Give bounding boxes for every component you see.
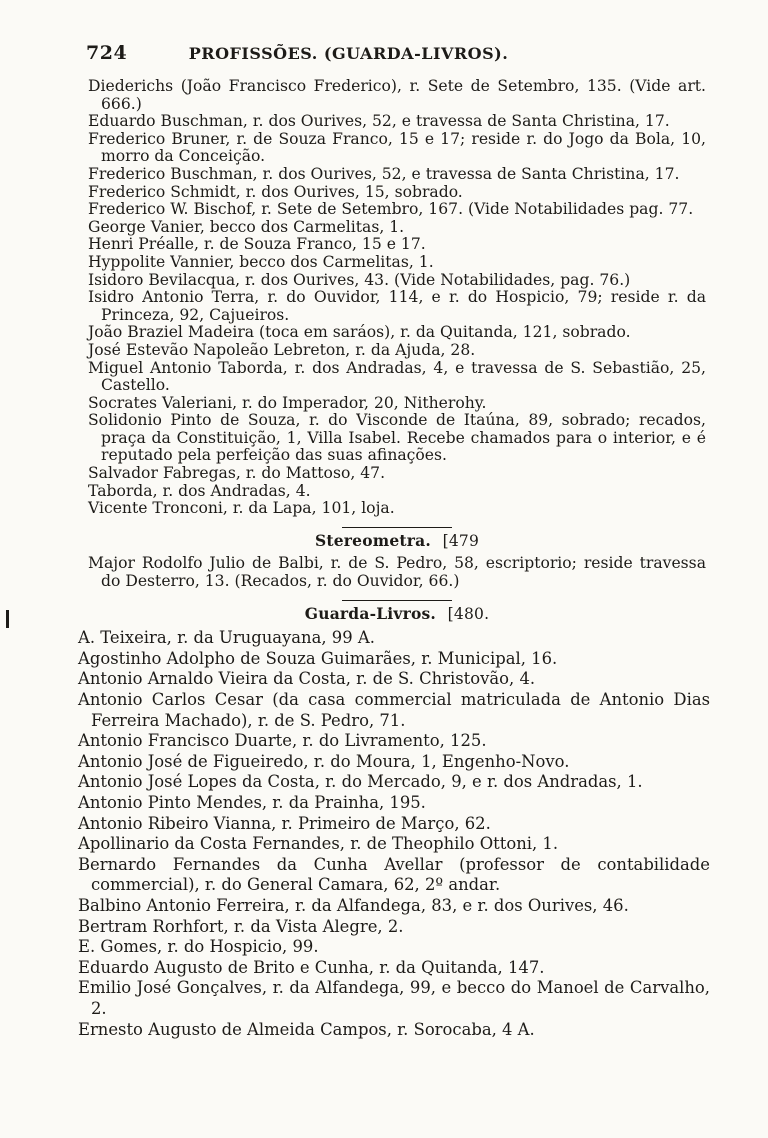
section-title: Guarda-Livros. [304,603,437,623]
list-item: Major Rodolfo Julio de Balbi, r. de S. Pedro, 58, escriptorio; reside travessa do Desterro, 13. (Recados, r. do Ouvidor, 66.) [88,554,706,591]
list-item: José Estevão Napoleão Lebreton, r. da Ajuda, 28. [88,340,476,359]
page-header [86,42,706,64]
list-item: João Braziel Madeira (toca em saráos), r. da Quitanda, 121, sobrado. [88,323,631,342]
list-item: Miguel Antonio Taborda, r. dos Andradas, 4, e travessa de S. Sebastião, 25, Castello. [88,358,706,395]
list-item: Diederichs (João Francisco Frederico), r. Sete de Setembro, 135. (Vide art. 666.) [88,77,706,113]
list-item: Antonio Ribeiro Vianna, r. Primeiro de Março, 62. [78,813,491,833]
list-item: Henri Préalle, r. de Souza Franco, 15 e 17. [88,235,426,254]
list-item: Balbino Antonio Ferreira, r. da Alfandega, 83, e r. dos Ourives, 46. [78,895,629,915]
list-item: Antonio José de Figueiredo, r. do Moura, 1, Engenho-Novo. [78,751,570,771]
section-rule [342,527,452,528]
list-item: Isidro Antonio Terra, r. do Ouvidor, 114, e r. do Hospicio, 79; reside r. da Princeza, 92, Cajueiros. [88,288,706,324]
list-item: Frederico Buschman, r. dos Ourives, 52, e travessa de Santa Christina, 17. [88,164,680,183]
entries-guarda-livros [78,628,710,1040]
list-item: Frederico Schmidt, r. dos Ourives, 15, sobrado. [88,182,463,201]
list-item: Eduardo Augusto de Brito e Cunha, r. da Quitanda, 147. [78,957,545,977]
page-number: 724 [86,42,128,64]
section-title: Stereometra. [314,530,431,550]
entries-stereometra [88,555,706,590]
list-item: Eduardo Buschman, r. dos Ourives, 52, e travessa de Santa Christina, 17. [88,112,670,131]
list-item: Bertram Rorhfort, r. da Vista Alegre, 2. [78,916,404,936]
list-item: Antonio Carlos Cesar (da casa commercial matriculada de Antonio Dias Ferreira Machado), r. de S. Pedro, 71. [78,690,710,730]
margin-mark [6,610,9,628]
text-column [78,77,710,1040]
section-number: [479 [442,531,480,550]
list-item: A. Teixeira, r. da Uruguayana, 99 A. [78,628,375,648]
section-heading-stereometra [88,527,706,551]
list-item: Frederico Bruner, r. de Souza Franco, 15 e 17; reside r. do Jogo da Bola, 10, morro da Conceição. [88,129,706,166]
list-item: Apollinario da Costa Fernandes, r. de Theophilo Ottoni, 1. [78,834,559,854]
section-heading-guarda-livros [88,600,706,624]
list-item: Ernesto Augusto de Almeida Campos, r. Sorocaba, 4 A. [78,1019,535,1039]
entries-top [88,78,706,518]
list-item: Antonio José Lopes da Costa, r. do Mercado, 9, e r. dos Andradas, 1. [78,772,643,792]
list-item: Frederico W. Bischof, r. Sete de Setembro, 167. (Vide Notabilidades pag. 77. [88,200,694,219]
list-item: Antonio Pinto Mendes, r. da Prainha, 195. [78,792,426,812]
list-item: Isidoro Bevilacqua, r. dos Ourives, 43. (Vide Notabilidades, pag. 76.) [88,270,631,289]
list-item: Antonio Francisco Duarte, r. do Livramento, 125. [78,731,487,751]
running-title: PROFISSÕES. (GUARDA-LIVROS). [188,44,509,63]
list-item: Bernardo Fernandes da Cunha Avellar (professor de contabilidade commercial), r. do General Camara, 62, 2º andar. [78,854,710,895]
list-item: Solidonio Pinto de Souza, r. do Visconde de Itaúna, 89, sobrado; recados, praça da Constituição, 1, Villa Isabel. Recebe chamados para o interior, e é reputado pela perfeição das suas afinações. [88,411,706,465]
list-item: Hyppolite Vannier, becco dos Carmelitas, 1. [88,252,434,271]
section-number: [480. [447,604,490,623]
list-item: Taborda, r. dos Andradas, 4. [88,481,311,500]
list-item: Salvador Fabregas, r. do Mattoso, 47. [88,464,386,483]
list-item: Agostinho Adolpho de Souza Guimarães, r. Municipal, 16. [78,648,558,668]
list-item: George Vanier, becco dos Carmelitas, 1. [88,217,405,236]
list-item: Socrates Valeriani, r. do Imperador, 20, Nitherohy. [88,393,487,412]
list-item: Antonio Arnaldo Vieira da Costa, r. de S. Christovão, 4. [78,669,536,689]
list-item: E. Gomes, r. do Hospicio, 99. [78,937,319,957]
list-item: Vicente Tronconi, r. da Lapa, 101, loja. [88,499,395,518]
list-item: Emilio José Gonçalves, r. da Alfandega, 99, e becco do Manoel de Carvalho, 2. [78,978,710,1018]
section-rule [342,600,452,601]
